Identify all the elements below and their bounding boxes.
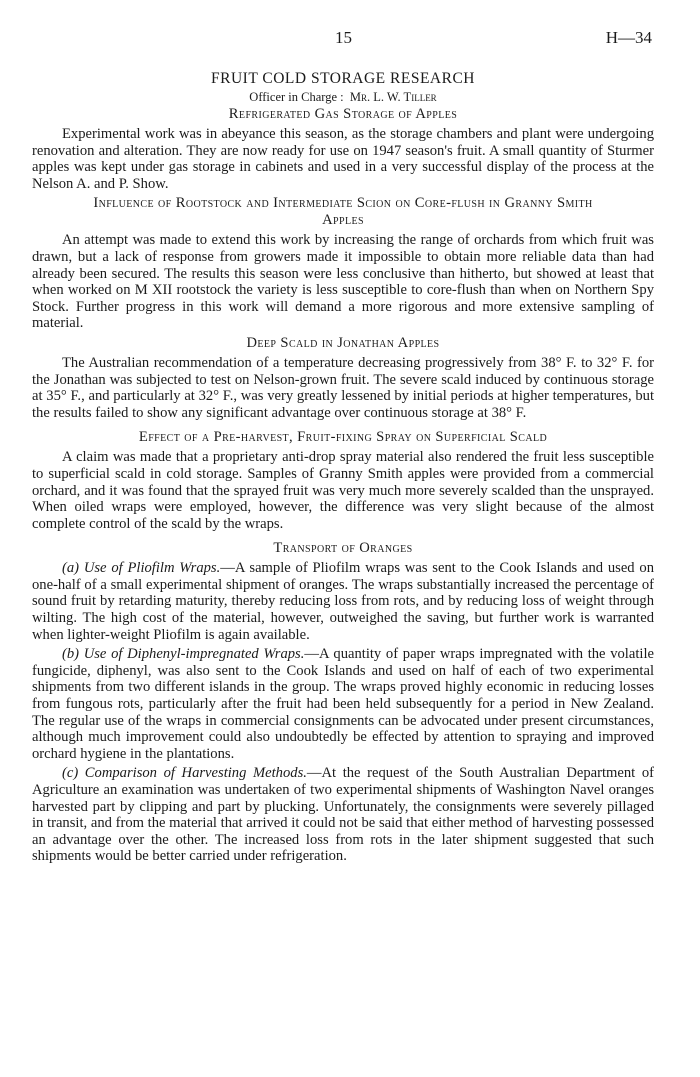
item-text: —A sample of Pliofilm wraps was sent to the Cook Islands and used on one-half of a small experimental shipment of oranges. The wraps substantially increased the percentage of sound fruit by retarding maturity, thereby reducing loss from rots, and by reducing loss of weight through wilting. The high cost of the material, however, outweighed the saving, but further work is warranted when lighter-weight Pliofilm is again available. xyxy=(32,560,654,643)
item-label: (c) Comparison of Harvesting Methods. xyxy=(62,765,307,782)
section-heading: Transport of Oranges xyxy=(273,540,413,557)
page-number: 15 xyxy=(335,28,352,47)
officer-line xyxy=(32,88,654,106)
section-paragraph: The Australian recommendation of a temperature decreasing progressively from 38° F. to 32° F. for the Jonathan was subjected to test on Nelson-grown fruit. The severe scald induced by continuous storage at 35° F., and particularly at 32° F., was very greatly lessened by initial periods at higher temperatures, but the results failed to show any significant advantage over continuous storage at 38° F. xyxy=(32,354,654,421)
item-text: —A quantity of paper wraps impregnated with the volatile fungicide, diphenyl, was also sent to the Cook Islands and used on half of each of two experimental shipments from two different islands in the group. The wraps proved highly economic in reducing losses from fungous rots, particularly after the fruit had been held subsequently for a period in New Zealand. The regular use of the wraps in commercial consignments can be advocated under present circumstances, although much improvement could also undoubtedly be effected by attention to spraying and improved orchard hygiene in the plantations. xyxy=(32,646,654,762)
section-paragraph: An attempt was made to extend this work by increasing the range of orchards from which fruit was drawn, but a lack of response from growers made it impossible to obtain more reliable data than had already been secured. The results this season were less conclusive than hitherto, but showed at least that when worked on M XII rootstock the variety is less susceptible to core-flush than when on Northern Spy Stock. Further progress in this work will demand a more rigorous and more extensive sampling of material. xyxy=(32,232,654,332)
item-label: (a) Use of Pliofilm Wraps. xyxy=(62,560,221,577)
document-reference: H—34 xyxy=(605,28,652,47)
list-item xyxy=(32,560,654,643)
item-text: —At the request of the South Australian Department of Agriculture an examination was undertaken of two experimental shipments of Washington Navel oranges harvested part by clipping and part by plucking. Unfortunately, the consignments were severely pillaged in transit, and from the material that arrived it could not be said that either method of harvesting possessed an advantage over the other. The increased loss from rots in the later shipment suggested that such shipments would be better carried under refrigeration. xyxy=(32,765,654,865)
officer-name: Mr. L. W. Tiller xyxy=(349,90,437,104)
item-label: (b) Use of Diphenyl-impregnated Wraps. xyxy=(62,646,305,663)
section-heading: Refrigerated Gas Storage of Apples xyxy=(228,106,458,122)
page-body xyxy=(32,70,654,865)
section-heading: Deep Scald in Jonathan Apples xyxy=(246,334,440,351)
list-item xyxy=(32,646,654,762)
officer-label: Officer in Charge : xyxy=(249,90,344,104)
section-heading: Influence of Rootstock and Intermediate Scion on Core-flush in Granny Smith Apples xyxy=(93,195,593,229)
page-title: FRUIT COLD STORAGE RESEARCH xyxy=(211,70,475,87)
list-item xyxy=(32,765,654,865)
section-heading: Effect of a Pre-harvest, Fruit-fixing Spray on Superficial Scald xyxy=(138,429,548,446)
section-paragraph: Experimental work was in abeyance this season, as the storage chambers and plant were undergoing renovation and alteration. They are now ready for use on 1947 season's fruit. A small quantity of Sturmer apples was kept under gas storage in cabinets and used in a very successful display of the process at the Nelson A. and P. Show. xyxy=(32,126,654,192)
section-paragraph: A claim was made that a proprietary anti-drop spray material also rendered the fruit less susceptible to superficial scald in cold storage. Samples of Granny Smith apples were provided from a commercial orchard, and it was found that the sprayed fruit was very much more severely scalded than the unsprayed. When oiled wraps were employed, however, the difference was very slight because of the almost complete control of the scald by the wraps. xyxy=(32,449,654,532)
